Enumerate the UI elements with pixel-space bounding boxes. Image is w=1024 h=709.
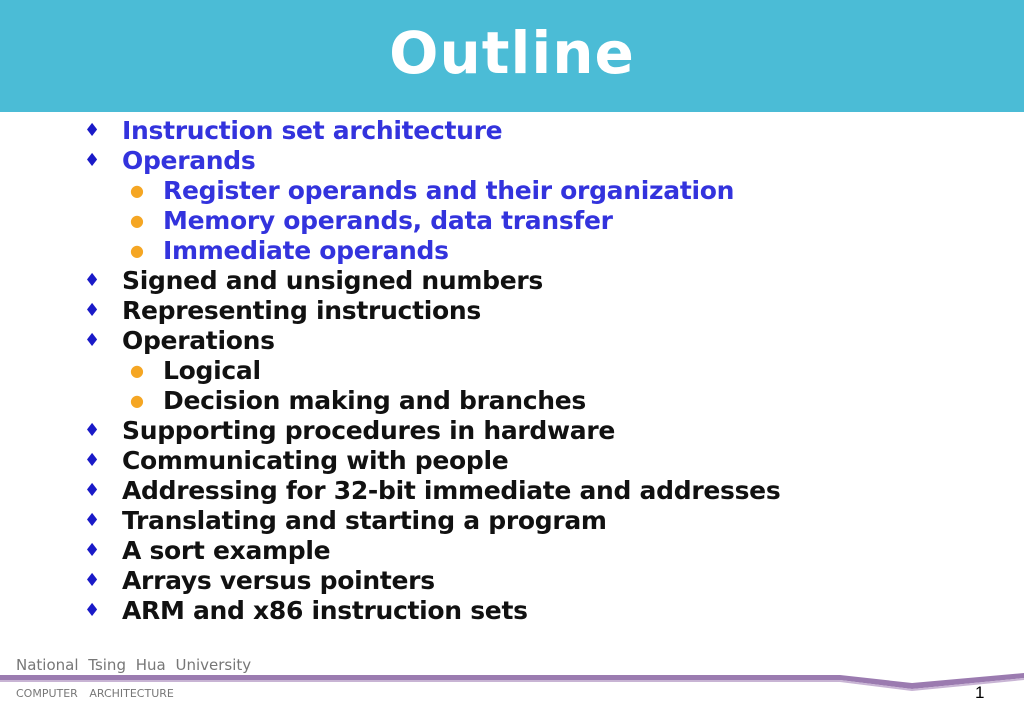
outline-item-text: Memory operands, data transfer	[163, 206, 613, 235]
dot-bullet-icon: ●	[130, 241, 144, 260]
outline-item	[84, 386, 780, 416]
dot-bullet-icon: ●	[130, 181, 144, 200]
outline-item	[84, 566, 780, 596]
diamond-bullet-icon: ♦	[84, 510, 100, 531]
outline-item-text: Arrays versus pointers	[122, 566, 435, 595]
outline-item	[84, 176, 780, 206]
outline-item	[84, 446, 780, 476]
diamond-bullet-icon: ♦	[84, 480, 100, 501]
outline-item	[84, 536, 780, 566]
outline-item-text: Operations	[122, 326, 275, 355]
outline-item-text: Immediate operands	[163, 236, 449, 265]
outline-item-text: Operands	[122, 146, 256, 175]
slide-title: Outline	[389, 19, 635, 87]
outline-item	[84, 506, 780, 536]
outline-item-text: A sort example	[122, 536, 331, 565]
page-number: 1	[975, 683, 985, 702]
outline-item	[84, 416, 780, 446]
footer-course: COMPUTER ARCHITECTURE	[16, 687, 174, 700]
outline-item	[84, 116, 780, 146]
diamond-bullet-icon: ♦	[84, 120, 100, 141]
outline-item-text: ARM and x86 instruction sets	[122, 596, 528, 625]
diamond-bullet-icon: ♦	[84, 300, 100, 321]
outline-item	[84, 596, 780, 626]
diamond-bullet-icon: ♦	[84, 330, 100, 351]
outline-item-text: Register operands and their organization	[163, 176, 735, 205]
outline-item	[84, 236, 780, 266]
dot-bullet-icon: ●	[130, 211, 144, 230]
outline-item	[84, 476, 780, 506]
diamond-bullet-icon: ♦	[84, 270, 100, 291]
outline-item	[84, 296, 780, 326]
outline-item-text: Translating and starting a program	[122, 506, 607, 535]
diamond-bullet-icon: ♦	[84, 540, 100, 561]
diamond-bullet-icon: ♦	[84, 150, 100, 171]
diamond-bullet-icon: ♦	[84, 570, 100, 591]
outline-item	[84, 146, 780, 176]
outline-list	[84, 116, 780, 626]
outline-item-text: Instruction set architecture	[122, 116, 503, 145]
outline-item-text: Supporting procedures in hardware	[122, 416, 616, 445]
outline-item-text: Addressing for 32-bit immediate and addresses	[122, 476, 781, 505]
outline-item-text: Signed and unsigned numbers	[122, 266, 543, 295]
diamond-bullet-icon: ♦	[84, 420, 100, 441]
outline-item-text: Representing instructions	[122, 296, 481, 325]
title-banner	[0, 0, 1024, 112]
dot-bullet-icon: ●	[130, 361, 144, 380]
footer-university: National Tsing Hua University	[16, 656, 252, 674]
diamond-bullet-icon: ♦	[84, 450, 100, 471]
outline-item	[84, 206, 780, 236]
outline-item	[84, 356, 780, 386]
outline-item	[84, 266, 780, 296]
outline-item	[84, 326, 780, 356]
outline-item-text: Communicating with people	[122, 446, 509, 475]
outline-item-text: Decision making and branches	[163, 386, 586, 415]
diamond-bullet-icon: ♦	[84, 600, 100, 621]
dot-bullet-icon: ●	[130, 391, 144, 410]
outline-item-text: Logical	[163, 356, 261, 385]
